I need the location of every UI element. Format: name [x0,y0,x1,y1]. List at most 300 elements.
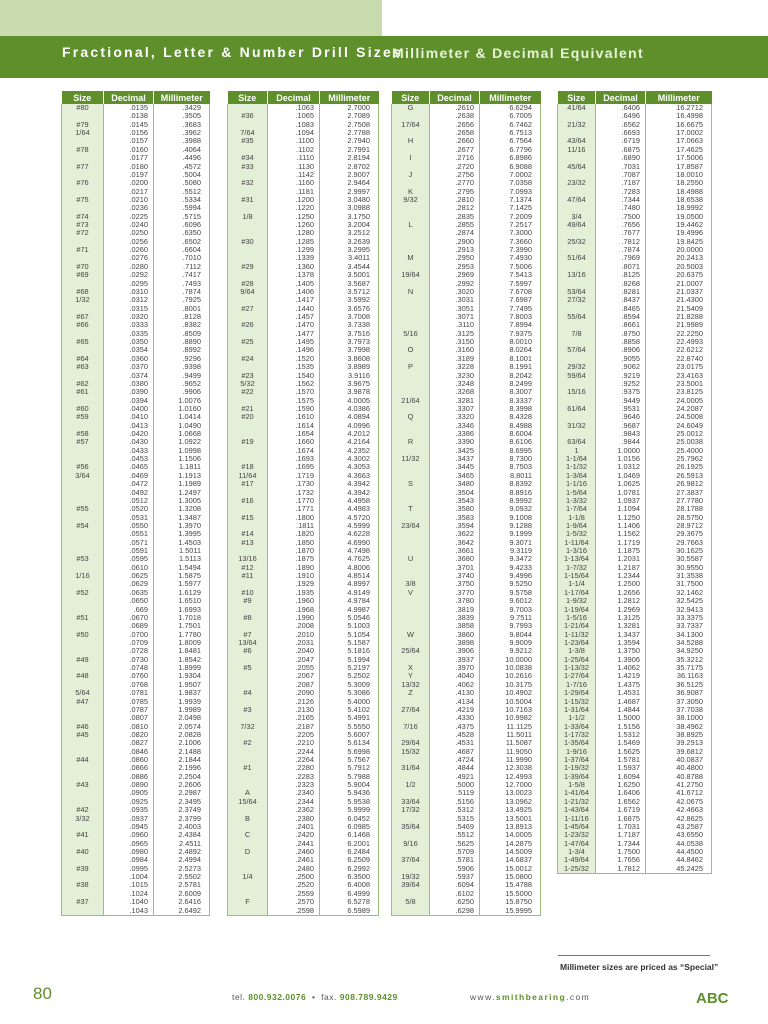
decimal-cell: 1.0625 [596,480,646,488]
decimal-cell: .1732 [268,489,320,497]
table-row [558,455,712,463]
table-row [392,781,541,789]
decimal-cell: .5156 [430,798,480,806]
table-row [62,489,210,497]
size-cell [392,447,430,455]
table-row [392,204,541,212]
size-cell: O [392,346,430,354]
millimeter-cell: 3.4544 [320,263,379,271]
millimeter-cell: 4.3942 [320,480,379,488]
table-row [558,238,712,246]
table-row [62,539,210,547]
size-cell: 1-39/64 [558,773,596,781]
millimeter-cell: 1.7018 [154,614,210,622]
size-cell: 1-1/4 [558,580,596,588]
table-row [228,881,379,889]
size-cell [558,321,596,329]
table-row [228,781,379,789]
size-cell: 1-15/64 [558,572,596,580]
millimeter-cell: .3683 [154,121,210,129]
millimeter-cell: 1.9304 [154,672,210,680]
web-prefix: www. [470,992,496,1002]
millimeter-cell: 4.5720 [320,514,379,522]
millimeter-cell: 2.4511 [154,840,210,848]
millimeter-cell: 22.2250 [646,330,712,338]
size-cell: 25/64 [392,647,430,655]
millimeter-cell: 3.0480 [320,196,379,204]
millimeter-cell: 17.4625 [646,146,712,154]
decimal-cell: .0980 [104,848,154,856]
millimeter-cell: 2.5781 [154,881,210,889]
website-link[interactable] [470,992,590,1002]
decimal-cell: 1.5937 [596,764,646,772]
size-cell: 7/64 [228,129,268,137]
decimal-cell: .0430 [104,438,154,446]
table-row [62,463,210,471]
decimal-cell: .2812 [430,204,480,212]
millimeter-cell: 24.2087 [646,405,712,413]
millimeter-cell: 37.7038 [646,706,712,714]
size-cell [62,346,104,354]
decimal-cell: .1850 [268,539,320,547]
millimeter-cell: 22.8740 [646,355,712,363]
decimal-cell: .1024 [104,890,154,898]
table-row [62,288,210,296]
table-row [392,806,541,814]
decimal-cell: .8661 [596,321,646,329]
size-cell [228,229,268,237]
size-cell: 9/16 [392,840,430,848]
decimal-cell: 1.2031 [596,555,646,563]
size-cell: #13 [228,539,268,547]
table-row [558,213,712,221]
decimal-cell: .9843 [596,430,646,438]
decimal-cell: 1.7812 [596,865,646,874]
decimal-cell: 1.0000 [596,447,646,455]
millimeter-cell: 4.3002 [320,455,379,463]
table-row [62,547,210,555]
millimeter-cell: 38.1000 [646,714,712,722]
decimal-cell: .3858 [430,622,480,630]
table-row [62,188,210,196]
decimal-cell: .3937 [430,656,480,664]
footer-contact [232,992,398,1002]
logo-text: ABC [696,990,729,1007]
millimeter-cell: 35.7175 [646,664,712,672]
decimal-cell: .4687 [430,748,480,756]
size-cell [558,129,596,137]
table-row [392,564,541,572]
decimal-cell: .1339 [268,254,320,262]
millimeter-cell: 30.9550 [646,564,712,572]
table-row [392,438,541,446]
size-cell: 33/64 [392,798,430,806]
millimeter-cell: 41.2750 [646,781,712,789]
decimal-cell: .3770 [430,589,480,597]
decimal-cell: 1.5625 [596,748,646,756]
size-cell [62,422,104,430]
table-row [392,572,541,580]
table-row [228,672,379,680]
size-cell: #19 [228,438,268,446]
table-row [392,129,541,137]
size-cell: #33 [228,163,268,171]
millimeter-cell: 4.7498 [320,547,379,555]
table-row [392,823,541,831]
table-row [228,129,379,137]
millimeter-cell: .8001 [154,305,210,313]
decimal-cell: .1142 [268,171,320,179]
decimal-cell: .1417 [268,296,320,304]
table-row [392,397,541,405]
table-row [62,104,210,112]
millimeter-cell: 6.2484 [320,848,379,856]
size-cell [228,748,268,756]
millimeter-cell: 1.0668 [154,430,210,438]
size-cell: 5/16 [392,330,430,338]
size-cell: #79 [62,121,104,129]
size-cell: 39/64 [392,881,430,889]
table-row [558,672,712,680]
millimeter-cell: 2.2606 [154,781,210,789]
millimeter-cell: 7.5413 [480,271,541,279]
decimal-cell: .3320 [430,413,480,421]
millimeter-cell: 5.1054 [320,631,379,639]
table-row [558,112,712,120]
decimal-cell: .1674 [268,447,320,455]
millimeter-cell: 34.9250 [646,647,712,655]
millimeter-cell: 1.0998 [154,447,210,455]
table-row [392,213,541,221]
millimeter-cell: 16.4998 [646,112,712,120]
table-row [392,672,541,680]
decimal-cell: .9646 [596,413,646,421]
table-row [558,764,712,772]
table-row [392,898,541,906]
decimal-cell: .1405 [268,280,320,288]
decimal-cell: .8750 [596,330,646,338]
millimeter-cell: 15.4788 [480,881,541,889]
table-row [62,372,210,380]
table-row [558,564,712,572]
table-row [228,756,379,764]
millimeter-cell: 15.5000 [480,890,541,898]
size-cell [228,698,268,706]
millimeter-cell: 3.5687 [320,280,379,288]
table-row [228,505,379,513]
size-cell: #17 [228,480,268,488]
size-cell: B [228,815,268,823]
table-row [558,129,712,137]
size-cell [62,789,104,797]
decimal-cell: .2855 [430,221,480,229]
size-cell: 19/64 [392,271,430,279]
decimal-cell: .2656 [430,121,480,129]
decimal-cell: .3150 [430,338,480,346]
decimal-cell: .0320 [104,313,154,321]
size-cell: 1-15/32 [558,698,596,706]
decimal-cell: .1719 [268,472,320,480]
decimal-cell: .2090 [268,689,320,697]
millimeter-cell: 9.1999 [480,530,541,538]
size-cell [558,338,596,346]
table-row [392,263,541,271]
size-cell: #1 [228,764,268,772]
size-cell: #43 [62,781,104,789]
decimal-cell: .2401 [268,823,320,831]
size-cell: N [392,288,430,296]
decimal-cell: 1.5156 [596,723,646,731]
size-cell [62,154,104,162]
millimeter-cell: 13.0023 [480,789,541,797]
millimeter-cell: 9.7993 [480,622,541,630]
size-cell: 59/64 [558,372,596,380]
table-row [558,296,712,304]
decimal-cell: .7087 [596,171,646,179]
millimeter-cell: 7.9375 [480,330,541,338]
millimeter-cell: 6.3500 [320,873,379,881]
decimal-cell: .1968 [268,606,320,614]
size-cell: 3/4 [558,213,596,221]
millimeter-cell: 36.5125 [646,681,712,689]
table-row [392,179,541,187]
size-cell: #42 [62,806,104,814]
millimeter-cell: 3.5712 [320,288,379,296]
decimal-cell: .1811 [268,522,320,530]
millimeter-cell: .3962 [154,129,210,137]
decimal-cell: .1590 [268,405,320,413]
table-row [228,639,379,647]
size-cell: #25 [228,338,268,346]
decimal-cell: .1660 [268,438,320,446]
table-row [62,564,210,572]
millimeter-cell: 2.5502 [154,873,210,881]
decimal-cell: .0225 [104,213,154,221]
size-cell: 1-5/8 [558,781,596,789]
size-cell [62,489,104,497]
decimal-cell: 1.4219 [596,672,646,680]
millimeter-cell: 21.0337 [646,288,712,296]
size-cell: 37/64 [392,856,430,864]
decimal-cell: .2205 [268,731,320,739]
decimal-cell: .3031 [430,296,480,304]
size-cell: Q [392,413,430,421]
decimal-cell: .0138 [104,112,154,120]
decimal-cell: .1520 [268,355,320,363]
size-cell: #75 [62,196,104,204]
table-row [228,104,379,112]
table-row [62,497,210,505]
table-row [392,831,541,839]
decimal-cell: 1.7500 [596,848,646,856]
size-cell [228,455,268,463]
millimeter-cell: .7874 [154,288,210,296]
table-row [62,137,210,145]
table-row [392,380,541,388]
size-cell: 31/32 [558,422,596,430]
table-row [62,907,210,916]
decimal-cell: .2087 [268,681,320,689]
decimal-cell: .0846 [104,748,154,756]
millimeter-cell: 5.2502 [320,672,379,680]
millimeter-cell: 9.3119 [480,547,541,555]
size-cell: 1-19/64 [558,606,596,614]
size-cell: 3/8 [392,580,430,588]
col-header-decimal: Decimal [596,91,646,104]
size-cell: #3 [228,706,268,714]
decimal-cell: .8437 [596,296,646,304]
millimeter-cell: 36.9087 [646,689,712,697]
millimeter-cell: 6.9088 [480,163,541,171]
millimeter-cell: 3.4011 [320,254,379,262]
millimeter-cell: 26.1925 [646,463,712,471]
table-row [558,831,712,839]
millimeter-cell: 11.1125 [480,723,541,731]
table-row [228,840,379,848]
millimeter-cell: 9.0932 [480,505,541,513]
millimeter-cell: 1.9837 [154,689,210,697]
millimeter-cell: 25.4000 [646,447,712,455]
size-cell: 1-1/64 [558,455,596,463]
table-row [62,656,210,664]
fax-label: fax. [321,992,337,1002]
size-cell: #72 [62,229,104,237]
size-cell [392,698,430,706]
millimeter-cell: 6.7564 [480,137,541,145]
size-cell [228,397,268,405]
decimal-cell: .0413 [104,422,154,430]
millimeter-cell: 5.4102 [320,706,379,714]
millimeter-cell: 8.6106 [480,438,541,446]
decimal-cell: .1610 [268,413,320,421]
decimal-cell: .2340 [268,789,320,797]
table-row [62,171,210,179]
table-row [62,305,210,313]
decimal-cell: .1260 [268,221,320,229]
size-cell: 1-5/32 [558,530,596,538]
decimal-cell: 1.5469 [596,739,646,747]
millimeter-cell: 31.7500 [646,580,712,588]
decimal-cell: .9844 [596,438,646,446]
table-row [62,572,210,580]
size-cell [62,455,104,463]
table-row [392,480,541,488]
size-cell [558,280,596,288]
millimeter-cell: 3.7516 [320,330,379,338]
millimeter-cell: 3.1750 [320,213,379,221]
table-row [558,497,712,505]
size-cell [392,539,430,547]
millimeter-cell: 2.2504 [154,773,210,781]
table-row [62,647,210,655]
size-cell: 1-1/2 [558,714,596,722]
decimal-cell: .0394 [104,397,154,405]
size-cell [228,121,268,129]
decimal-cell: .0236 [104,204,154,212]
decimal-cell: .3125 [430,330,480,338]
table-row [558,806,712,814]
table-row [62,681,210,689]
decimal-cell: .3268 [430,388,480,396]
decimal-cell: .0700 [104,631,154,639]
table-row [62,639,210,647]
decimal-cell: .3020 [430,288,480,296]
decimal-cell: .1960 [268,597,320,605]
size-cell: 1-17/32 [558,731,596,739]
decimal-cell: .5512 [430,831,480,839]
table-row [392,246,541,254]
decimal-cell: .3970 [430,664,480,672]
decimal-cell: .2130 [268,706,320,714]
col-header-millimeter: Millimeter [480,91,541,104]
decimal-cell: .2559 [268,890,320,898]
decimal-cell: 1.4375 [596,681,646,689]
millimeter-cell: 24.6049 [646,422,712,430]
millimeter-cell: 42.0675 [646,798,712,806]
table-row [228,171,379,179]
phone-number[interactable]: 800.932.0076 [248,992,307,1002]
table-row [558,221,712,229]
table-row [228,714,379,722]
millimeter-cell: .7925 [154,296,210,304]
abc-logo [694,986,734,1008]
millimeter-cell: 1.3970 [154,522,210,530]
millimeter-cell: 4.0894 [320,413,379,421]
decimal-cell: .5315 [430,815,480,823]
decimal-cell: .0748 [104,664,154,672]
millimeter-cell: 9.6012 [480,597,541,605]
size-cell: X [392,664,430,672]
millimeter-cell: 7.4930 [480,254,541,262]
table-row [228,539,379,547]
table-row [558,631,712,639]
col-header-decimal: Decimal [430,91,480,104]
table-row [62,154,210,162]
size-cell: 1-5/64 [558,489,596,497]
table-row [392,221,541,229]
millimeter-cell: 4.3942 [320,489,379,497]
size-cell: 1-13/64 [558,555,596,563]
table-row [62,622,210,630]
decimal-cell: .2720 [430,163,480,171]
decimal-cell: .0785 [104,698,154,706]
table-row [62,430,210,438]
table-row [558,154,712,162]
size-cell: #2 [228,739,268,747]
millimeter-cell: 8.2499 [480,380,541,388]
table-header-row [228,91,379,104]
millimeter-cell: 5.3009 [320,681,379,689]
decimal-cell: .2008 [268,622,320,630]
size-cell: 21/32 [558,121,596,129]
size-cell [62,372,104,380]
decimal-cell: .0410 [104,413,154,421]
millimeter-cell: 4.6228 [320,530,379,538]
table-row [228,271,379,279]
decimal-cell: .3228 [430,363,480,371]
decimal-cell: .4844 [430,764,480,772]
size-cell: #65 [62,338,104,346]
decimal-cell: .1360 [268,263,320,271]
size-cell: 57/64 [558,346,596,354]
size-cell [558,305,596,313]
size-cell [62,171,104,179]
size-cell: #68 [62,288,104,296]
size-cell: #74 [62,213,104,221]
millimeter-cell: 19.8425 [646,238,712,246]
table-row [558,656,712,664]
decimal-cell: .2520 [268,881,320,889]
